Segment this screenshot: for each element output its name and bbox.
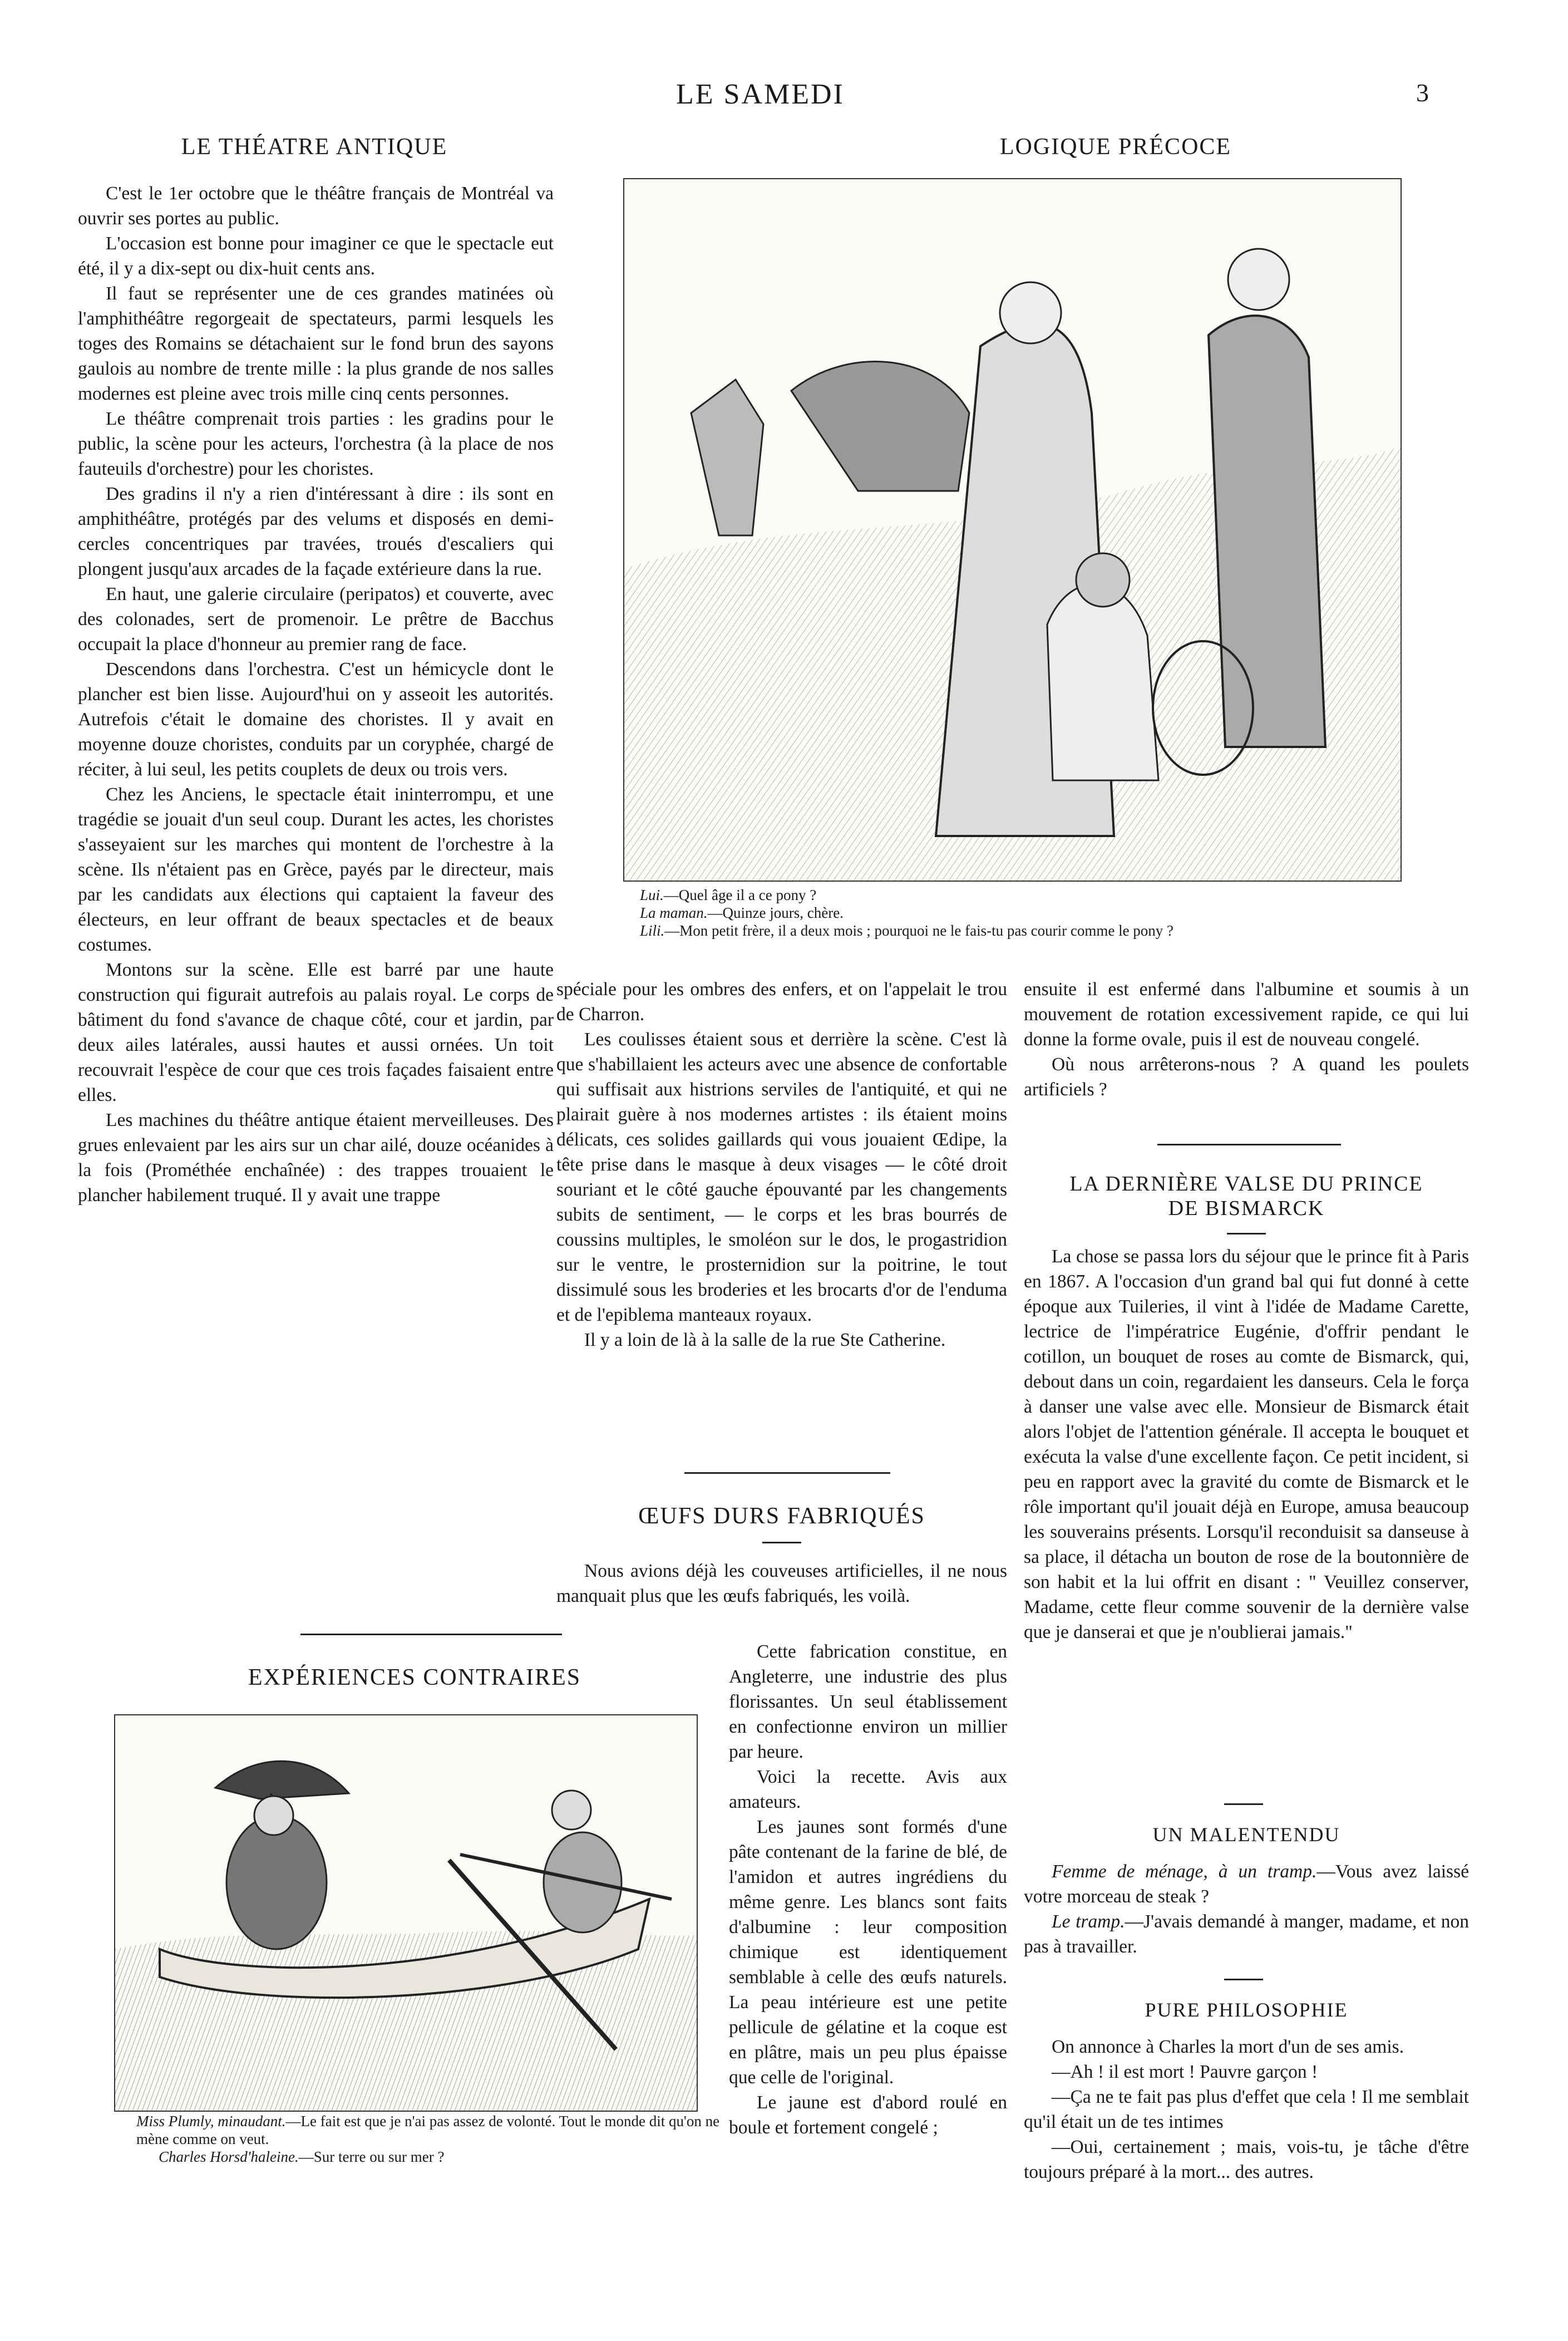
philosophie-title: PURE PHILOSOPHIE [1145,1999,1348,2021]
philosophie-line: —Ça ne te fait pas plus d'effet que cela ! Il me semblait qu'il était un de tes intimes [1024,2087,1469,2132]
theatre-paragraph: Il y a loin de là à la salle de la rue Ste Catherine. [584,1330,946,1350]
title-underline [1227,1233,1266,1235]
page-number: 3 [1416,78,1431,107]
theatre-paragraph: Il faut se représenter une de ces grandes matinées où l'amphithéâtre regorgeait de spectateurs, parmi lesquels les toges des Romains se détachaient sur le fond brun des sayons gaulois au nombre de trente mille : la plus grande de nos salles modernes est pleine avec trois mille cinq cents personnes. [78,283,554,404]
theatre-paragraph: C'est le 1er octobre que le théâtre français de Montréal va ouvrir ses portes au public. [78,183,554,229]
section-divider [300,1634,562,1635]
theatre-paragraph: spéciale pour les ombres des enfers, et on l'appelait le trou de Charron. [556,979,1007,1025]
caption-line: Miss Plumly, minaudant.—Le fait est que je n'ai pas assez de volonté. Tout le monde dit qu'on ne mène comme on veut. [136,2113,720,2147]
bismarck-title [1024,1172,1469,1221]
theatre-paragraph: Les coulisses étaient sous et derrière la scène. C'est là que s'habillaient les acteurs avec une absence de confortable qui suffisait aux histrions serviles de l'antiquité, et qui ne plairait guère à nos modernes artistes : ils étaient moins délicats, ces solides gaillards qui vous jouaient Œdipe, la tête prise dans le masque à deux visages — le côté droit souriant et le côté gauche épouvanté par les changements subits de sentiment, — le corps et les bras bourrés de coussins multiples, le smoléon sur le dos, le progastridion sur le ventre, le prosternidion sur la poitrine, le tout dissimulé sous les broderies et les brocarts d'or de l'enduma et de l'epiblema manteaux royaux. [556,1029,1007,1325]
theatre-paragraph: Les machines du théâtre antique étaient merveilleuses. Des grues enlevaient par les airs sur un char ailé, douze océanides à la fois (Prométhée enchaînée) : des trappes trouaient le plancher habilement truqué. Il y avait une trappe [78,1110,554,1206]
oeufs-paragraph: Cette fabrication constitue, en Angleterre, une industrie des plus florissantes. Un seul établissement en confectionne environ un millier par heure. [729,1641,1007,1762]
journal-title: LE SAMEDI [676,78,845,110]
malentendu-line: Le tramp.—J'avais demandé à manger, madame, et non pas à travailler. [1024,1911,1469,1957]
theatre-paragraph: Le théâtre comprenait trois parties : les gradins pour le public, la scène pour les acteurs, l'orchestra (à la place de nos fauteuils d'orchestre) pour les choristes. [78,409,554,479]
philosophie-line: —Oui, certainement ; mais, vois-tu, je tâche d'être toujours préparé à la mort... des autres. [1024,2137,1469,2182]
theatre-article [78,181,554,1208]
theatre-paragraph: Montons sur la scène. Elle est barré par une haute construction qui figurait autrefois au palais royal. Le corps de bâtiment du fond s'avance de chaque côté, cour et jardin, par deux ailes latérales, aussi hautes et aussi ornées. Un toit recouvrait l'espèce de cour que ces trois façades faisaient entre elles. [78,960,554,1105]
philosophie-line: —Ah ! il est mort ! Pauvre garçon ! [1052,2062,1318,2082]
section-divider [684,1472,890,1474]
malentendu-article [1024,1859,1469,1959]
title-underline [762,1542,801,1543]
caption-line: Lui.—Quel âge il a ce pony ? [640,887,817,903]
section-divider [1224,1803,1263,1805]
bismarck-article [1024,1244,1469,1645]
logique-illustration [623,178,1402,882]
oeufs-continuation [1024,977,1469,1102]
oeufs-intro [556,1558,1007,1609]
theatre-paragraph: Descendons dans l'orchestra. C'est un hémicycle dont le plancher est bien lisse. Aujourd'hui on y asseoit les autorités. Autrefois c'était le domaine des choristes. Il y avait en moyenne douze choristes, conduits par un coryphée, chargé de réciter, à lui seul, les petits couplets de deux ou trois vers. [78,659,554,780]
caption-line: Charles Horsd'haleine.—Sur terre ou sur mer ? [159,2148,445,2165]
oeufs-intro-text: Nous avions déjà les couveuses artificielles, il ne nous manquait plus que les œufs fabriqués, les voilà. [556,1561,1007,1606]
section-divider [1157,1144,1341,1145]
theatre-paragraph: L'occasion est bonne pour imaginer ce que le spectacle eut été, il y a dix-sept ou dix-huit cents ans. [78,233,554,279]
rowboat-illustration [114,1714,698,2112]
rowboat-engraving-icon [115,1715,697,2111]
logique-caption [640,886,1397,940]
oeufs-title: ŒUFS DURS FABRIQUÉS [638,1503,925,1529]
theatre-paragraph: Chez les Anciens, le spectacle était ininterrompu, et une tragédie se jouait d'un seul coup. Durant les actes, les choristes s'asseyaient sur les marches qui montent de l'orchestre à la scène. Ils n'étaient pas en Grèce, payés par le directeur, mais par les candidats aux élections qui captaient la faveur des électeurs, en leur offrant de beaux spectacles et de beaux costumes. [78,784,554,955]
bismarck-paragraph: La chose se passa lors du séjour que le prince fit à Paris en 1867. A l'occasion d'un grand bal qui fut donné à cette époque aux Tuileries, il vint à l'idée de Madame Carette, lectrice de l'impératrice Eugénie, d'offrir pendant le cotillon, un bouquet de roses au comte de Bismarck, qui, debout dans un coin, regardaient les danseurs. Cela le força à danser une valse avec elle. Monsieur de Bismarck était alors l'objet de l'attention générale. Il accepta le bouquet et exécuta la valse d'une excellente façon. Ce petit incident, si peu en rapport avec la gravité du comte de Bismarck et le rôle important qu'il jouait déjà en Europe, amusa beaucoup les souverains présents. Lorsqu'il reconduisit sa danseuse à sa place, il détacha un bouton de rose de la boutonnière de son habit et la lui offrit en disant : " Veuillez conserver, Madame, cette fleur comme souvenir de la dernière valse que je danserai et que je n'oublierai jamais." [1024,1246,1469,1642]
theatre-continuation [556,977,1007,1353]
caption-line: La maman.—Quinze jours, chère. [640,904,844,921]
theatre-paragraph: Des gradins il n'y a rien d'intéressant à dire : ils sont en amphithéâtre, protégés par des velums et disposés en demi-cercles concentriques par travées, troués d'escaliers qui plongent jusqu'aux arcades de la façade extérieure dans la rue. [78,484,554,579]
oeufs-paragraph: Où nous arrêterons-nous ? A quand les poulets artificiels ? [1024,1054,1469,1100]
bismarck-title-line: LA DERNIÈRE VALSE DU PRINCE [1069,1172,1423,1196]
oeufs-paragraph: ensuite il est enfermé dans l'albumine et soumis à un mouvement de rotation excessivement rapide, ce qui lui donne la forme ovale, puis il est de nouveau congelé. [1024,979,1469,1050]
experiences-caption [136,2112,726,2166]
logique-title: LOGIQUE PRÉCOCE [999,134,1232,160]
caption-line: Lili.—Mon petit frère, il a deux mois ; pourquoi ne le fais-tu pas courir comme le pony ? [640,922,1174,939]
oeufs-paragraph: Les jaunes sont formés d'une pâte contenant de la farine de blé, de l'amidon et autres ingrédiens du même genre. Les blancs sont faits d'albumine : leur composition chimique est identiquement semblable à celle des œufs naturels. La peau intérieure est une petite pellicule de gélatine et la coque est en plâtre, mais un peu plus épaisse que celle de l'original. [729,1817,1007,2088]
oeufs-paragraph: Le jaune est d'abord roulé en boule et fortement congelé ; [729,2092,1007,2138]
bismarck-title-line: DE BISMARCK [1168,1197,1325,1220]
malentendu-title: UN MALENTENDU [1152,1823,1340,1846]
theatre-paragraph: En haut, une galerie circulaire (peripatos) et couverte, avec des colonades, sert de promenoir. Le prêtre de Bacchus occupait la place d'honneur au premier rang de face. [78,584,554,655]
philosophie-line: On annonce à Charles la mort d'un de ses amis. [1052,2037,1404,2057]
oeufs-article [729,1639,1007,2140]
family-horses-engraving-icon [624,179,1401,881]
section-divider [1224,1979,1263,1980]
philosophie-article [1024,2034,1469,2185]
theatre-title: LE THÉATRE ANTIQUE [181,134,448,160]
malentendu-line: Femme de ménage, à un tramp.—Vous avez laissé votre morceau de steak ? [1024,1861,1469,1907]
experiences-title: EXPÉRIENCES CONTRAIRES [248,1665,581,1690]
oeufs-paragraph: Voici la recette. Avis aux amateurs. [729,1767,1007,1812]
